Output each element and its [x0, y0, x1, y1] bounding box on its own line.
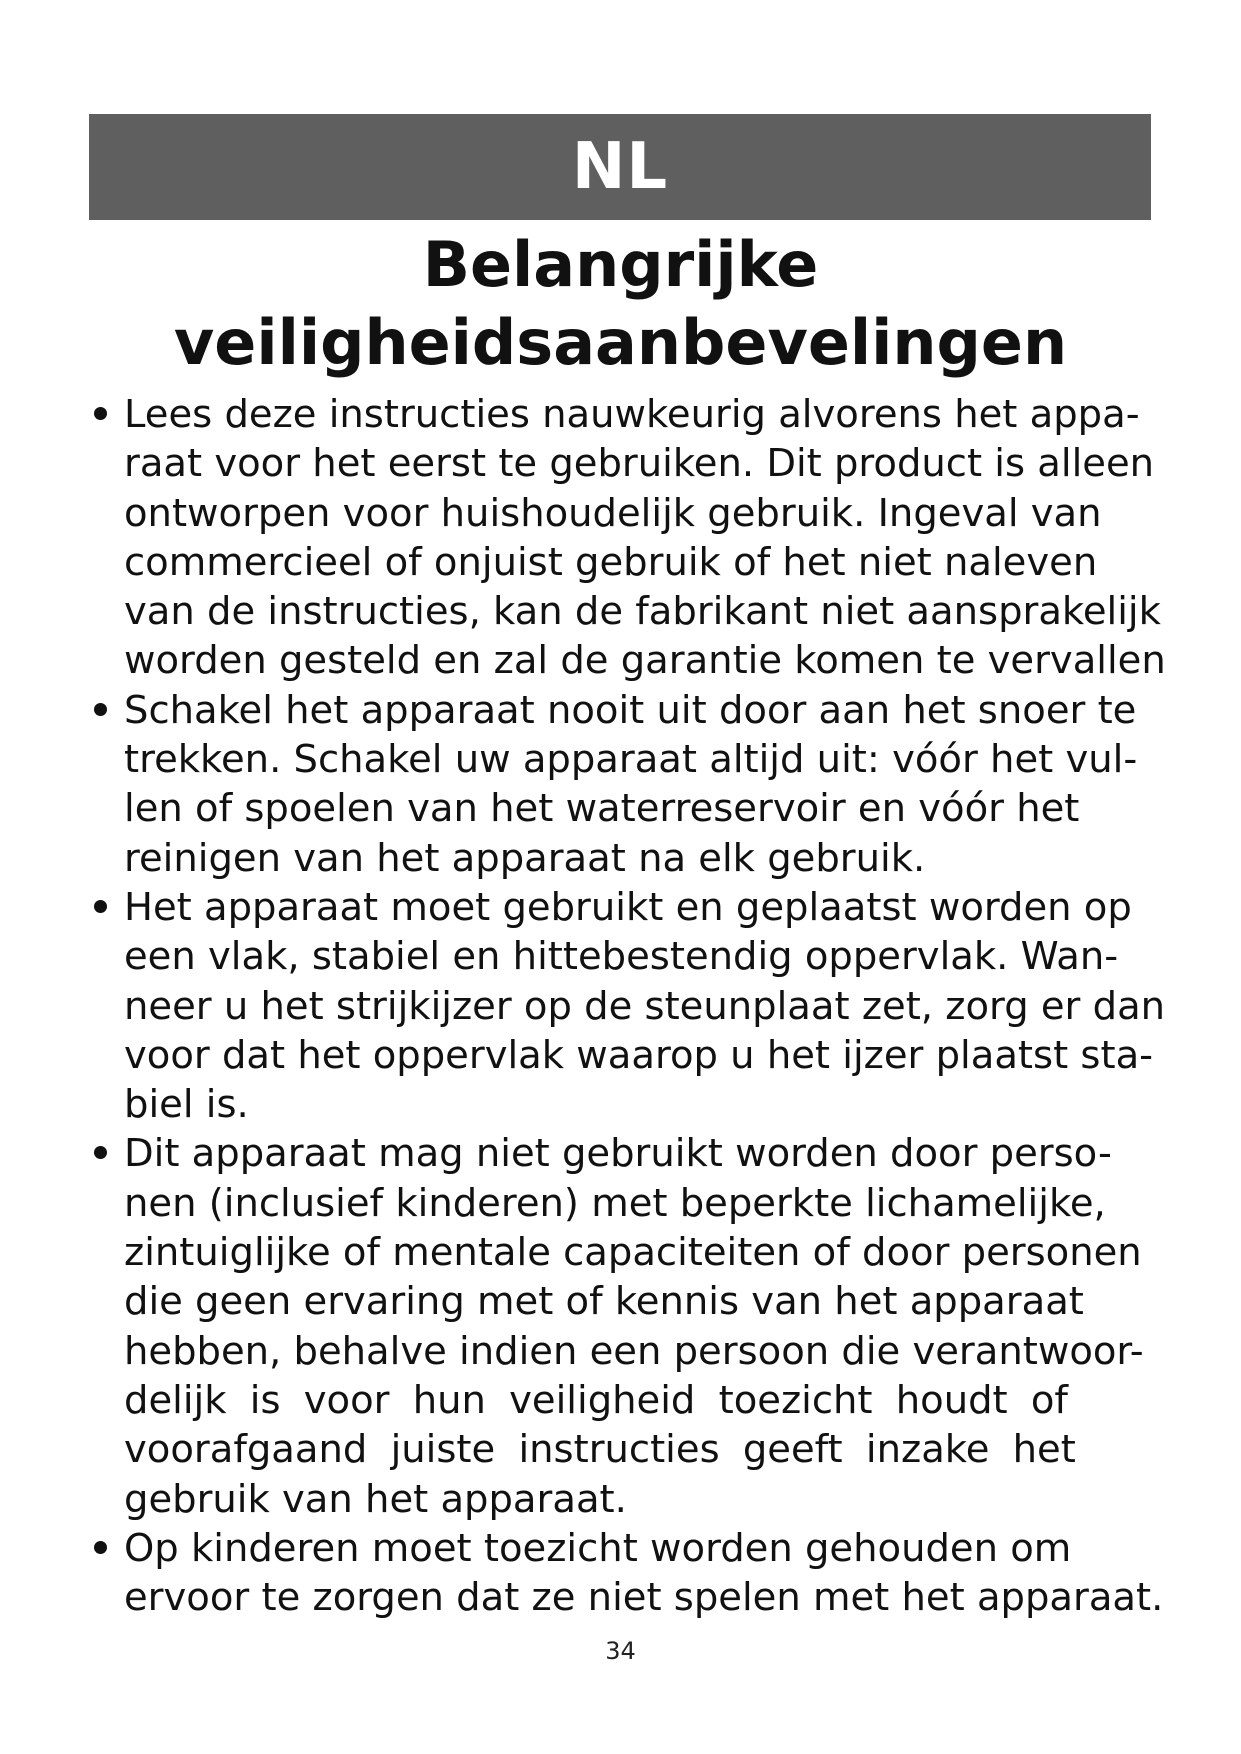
safety-recommendations-list [92, 390, 1212, 1622]
list-item [92, 883, 1212, 1129]
list-item-line: biel is. [124, 1082, 249, 1128]
page-number: 34 [605, 1637, 636, 1665]
list-item-line: ervoor te zorgen dat ze niet spelen met het apparaat. [124, 1575, 1164, 1621]
language-code: NL [571, 130, 669, 204]
list-item [92, 390, 1212, 686]
bullet-icon [94, 1541, 107, 1554]
page-title-line-1: Belangrijke [422, 228, 819, 301]
list-item-line: Het apparaat moet gebruikt en geplaatst worden op [124, 884, 1132, 930]
list-item [92, 686, 1212, 883]
page-title [0, 226, 1241, 382]
list-item-line: Op kinderen moet toezicht worden gehouden om [124, 1525, 1072, 1571]
bullet-icon [94, 900, 107, 913]
list-item-line: hebben, behalve indien een persoon die verantwoor- [124, 1328, 1144, 1374]
list-item-line: ontworpen voor huishoudelijk gebruik. Ingeval van [124, 490, 1102, 536]
list-item-line: die geen ervaring met of kennis van het apparaat [124, 1279, 1084, 1325]
list-item-line: een vlak, stabiel en hittebestendig oppervlak. Wan- [124, 934, 1119, 980]
list-item-line: delijk is voor hun veiligheid toezicht houdt of [124, 1377, 1068, 1423]
bullet-icon [94, 1146, 107, 1159]
list-item-line: zintuiglijke of mentale capaciteiten of door personen [124, 1230, 1142, 1276]
list-item-line: van de instructies, kan de fabrikant niet aansprakelijk [124, 589, 1161, 635]
list-item-line: neer u het strijkijzer op de steunplaat zet, zorg er dan [124, 983, 1166, 1029]
page-title-line-2: veiligheidsaanbevelingen [173, 306, 1068, 379]
list-item-line: Dit apparaat mag niet gebruikt worden door perso- [124, 1131, 1112, 1177]
bullet-icon [94, 703, 107, 716]
list-item-line: reinigen van het apparaat na elk gebruik. [124, 835, 926, 881]
language-banner [89, 114, 1151, 220]
list-item-line: len of spoelen van het waterreservoir en vóór het [124, 786, 1080, 832]
list-item-line: raat voor het eerst te gebruiken. Dit product is alleen [124, 441, 1155, 487]
list-item [92, 1129, 1212, 1523]
list-item-line: Lees deze instructies nauwkeurig alvorens het appa- [124, 392, 1140, 437]
list-item-line: voorafgaand juiste instructies geeft inzake het [124, 1427, 1076, 1473]
list-item-line: Schakel het apparaat nooit uit door aan het snoer te [124, 687, 1137, 733]
list-item [92, 1524, 1212, 1623]
list-item-line: gebruik van het apparaat. [124, 1476, 627, 1522]
list-item-line: nen (inclusief kinderen) met beperkte lichamelijke, [124, 1180, 1106, 1226]
bullet-icon [94, 407, 107, 420]
list-item-line: worden gesteld en zal de garantie komen te vervallen [124, 638, 1166, 684]
list-item-line: trekken. Schakel uw apparaat altijd uit: vóór het vul- [124, 737, 1138, 783]
list-item-line: commercieel of onjuist gebruik of het niet naleven [124, 539, 1098, 585]
list-item-line: voor dat het oppervlak waarop u het ijzer plaatst sta- [124, 1032, 1154, 1078]
